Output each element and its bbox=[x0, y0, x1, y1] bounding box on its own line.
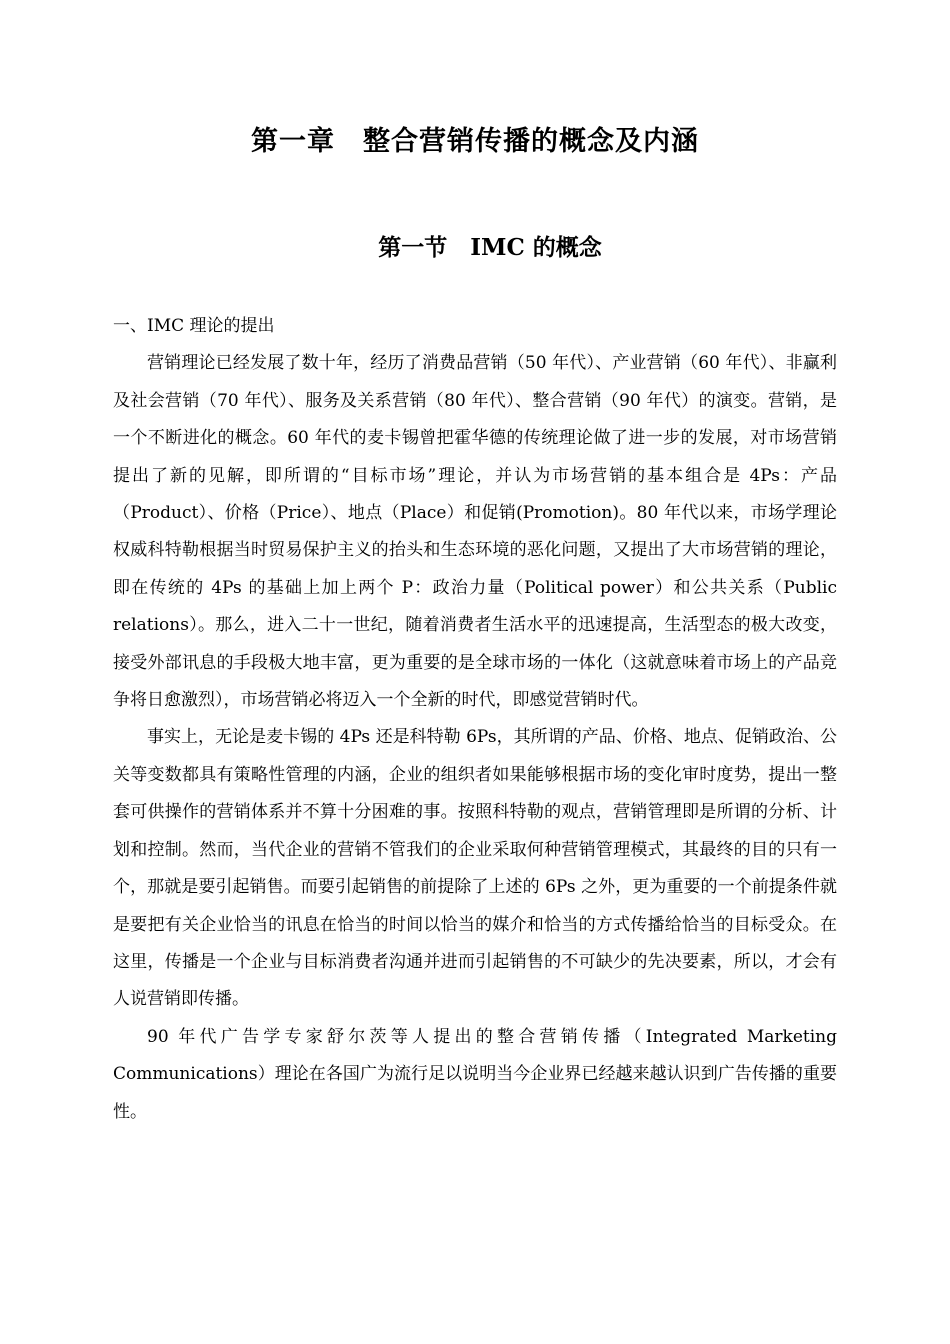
body-text bbox=[113, 308, 837, 1131]
section-title: 第一节 IMC 的概念 bbox=[378, 234, 602, 261]
paragraph-2: 事实上，无论是麦卡锡的 4Ps 还是科特勒 6Ps，其所谓的产品、价格、地点、促销政治、公关等变数都具有策略性管理的内涵，企业的组织者如果能够根据市场的变化审时度势，提出一整套可供操作的营销体系并不算十分困难的事。按照科特勒的观点，营销管理即是所谓的分析、计划和控制。然而，当代企业的营销不管我们的企业采取何种营销管理模式，其最终的目的只有一个，那就是要引起销售。而要引起销售的前提除了上述的 6Ps 之外，更为重要的一个前提条件就是要把有关企业恰当的讯息在恰当的时间以恰当的媒介和恰当的方式传播给恰当的目标受众。在这里，传播是一个企业与目标消费者沟通并进而引起销售的不可缺少的先决要素，所以，才会有人说营销即传播。 bbox=[113, 727, 837, 1010]
chapter-title: 第一章 整合营销传播的概念及内涵 bbox=[251, 126, 699, 157]
paragraph-3: 90 年代广告学专家舒尔茨等人提出的整合营销传播（Integrated Marketing Communications）理论在各国广为流行足以说明当今企业界已经越来越认识到广告传播的重要性。 bbox=[113, 1026, 837, 1122]
paragraph-1: 营销理论已经发展了数十年，经历了消费品营销（50 年代）、产业营销（60 年代）、非赢利及社会营销（70 年代）、服务及关系营销（80 年代）、整合营销（90 年代）的演变。营销，是一个不断进化的概念。60 年代的麦卡锡曾把霍华德的传统理论做了进一步的发展，对市场营销提出了新的见解，即所谓的“目标市场”理论，并认为市场营销的基本组合是 4Ps：产品（Product）、价格（Price）、地点（Place）和促销(Promotion)。80 年代以来，市场学理论权威科特勒根据当时贸易保护主义的抬头和生态环境的恶化问题，又提出了大市场营销的理论，即在传统的 4Ps 的基础上加上两个 P：政治力量（Political power）和公共关系（Public relations）。那么，进入二十一世纪，随着消费者生活水平的迅速提高，生活型态的极大改变，接受外部讯息的手段极大地丰富，更为重要的是全球市场的一体化（这就意味着市场上的产品竞争将日愈激烈），市场营销必将迈入一个全新的时代，即感觉营销时代。 bbox=[113, 353, 837, 711]
subheading: 一、IMC 理论的提出 bbox=[113, 316, 275, 336]
